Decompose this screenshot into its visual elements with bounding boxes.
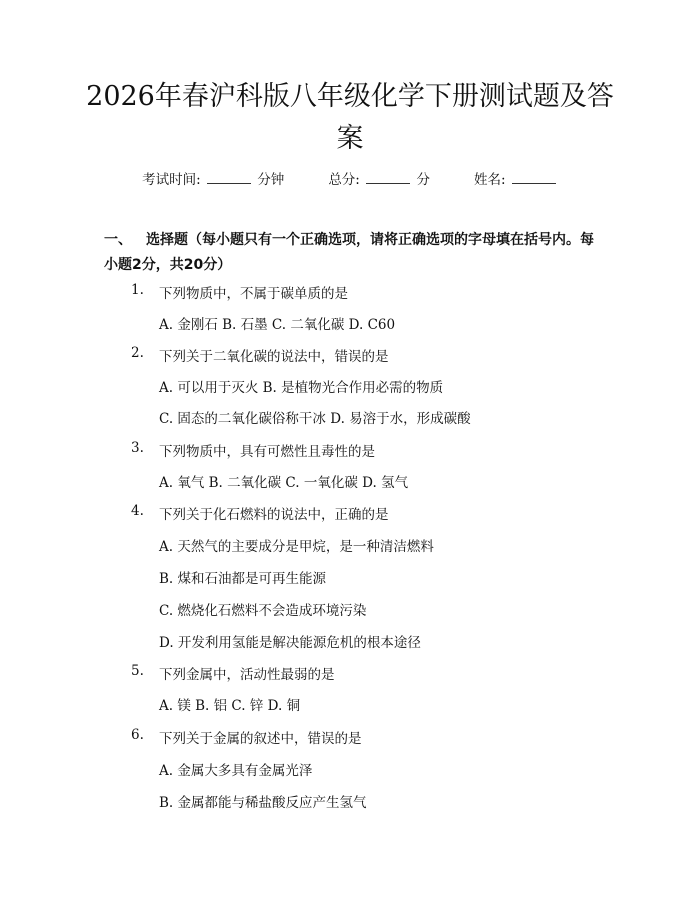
section-heading xyxy=(104,228,604,278)
question-option: B. 煤和石油都是可再生能源 xyxy=(159,571,327,587)
question-number: 4. xyxy=(131,503,144,519)
question-text: 下列物质中，不属于碳单质的是 xyxy=(159,286,348,302)
name-label: 姓名: xyxy=(473,172,506,188)
question-text: 下列物质中，具有可燃性且毒性的是 xyxy=(159,444,375,460)
question-number: 6. xyxy=(131,727,144,743)
question-number: 1. xyxy=(131,282,144,298)
total-score-field xyxy=(328,168,430,188)
question-options: A. 可以用于灭火 B. 是植物光合作用必需的物质 xyxy=(159,380,444,396)
total-score-unit: 分 xyxy=(416,172,430,188)
question-option: A. 金属大多具有金属光泽 xyxy=(159,763,313,779)
exam-time-blank xyxy=(207,171,251,184)
question-text: 下列关于化石燃料的说法中，正确的是 xyxy=(159,507,389,523)
question-number: 3. xyxy=(131,440,144,456)
name-blank xyxy=(512,171,556,184)
exam-info-line xyxy=(0,168,700,188)
document-title: 2026年春沪科版八年级化学下册测试题及答案 xyxy=(86,81,614,154)
exam-time-field xyxy=(142,168,284,188)
question-options: A. 镁 B. 铝 C. 锌 D. 铜 xyxy=(159,698,301,714)
section-instructions: 选择题（每小题只有一个正确选项，请将正确选项的字母填在括号内。每小题2分，共20分） xyxy=(104,232,594,273)
question-options: A. 氧气 B. 二氧化碳 C. 一氧化碳 D. 氢气 xyxy=(159,475,409,491)
total-score-label: 总分: xyxy=(328,172,360,188)
question-text: 下列关于金属的叙述中，错误的是 xyxy=(159,731,362,747)
total-score-blank xyxy=(366,171,410,184)
name-field xyxy=(474,168,558,188)
question-number: 5. xyxy=(131,663,144,679)
exam-time-label: 考试时间: xyxy=(142,172,201,188)
exam-time-unit: 分钟 xyxy=(257,172,285,188)
question-option: D. 开发利用氢能是解决能源危机的根本途径 xyxy=(159,635,421,651)
question-text: 下列金属中，活动性最弱的是 xyxy=(159,667,335,683)
question-options: C. 固态的二氧化碳俗称干冰 D. 易溶于水，形成碳酸 xyxy=(159,411,471,427)
question-text: 下列关于二氧化碳的说法中，错误的是 xyxy=(159,349,389,365)
question-number: 2. xyxy=(131,345,144,361)
question-option: C. 燃烧化石燃料不会造成环境污染 xyxy=(159,603,367,619)
question-option: B. 金属都能与稀盐酸反应产生氢气 xyxy=(159,795,367,811)
question-option: A. 天然气的主要成分是甲烷，是一种清洁燃料 xyxy=(159,539,434,555)
question-options: A. 金刚石 B. 石墨 C. 二氧化碳 D. C60 xyxy=(159,317,396,333)
section-number: 一、 xyxy=(104,232,132,248)
